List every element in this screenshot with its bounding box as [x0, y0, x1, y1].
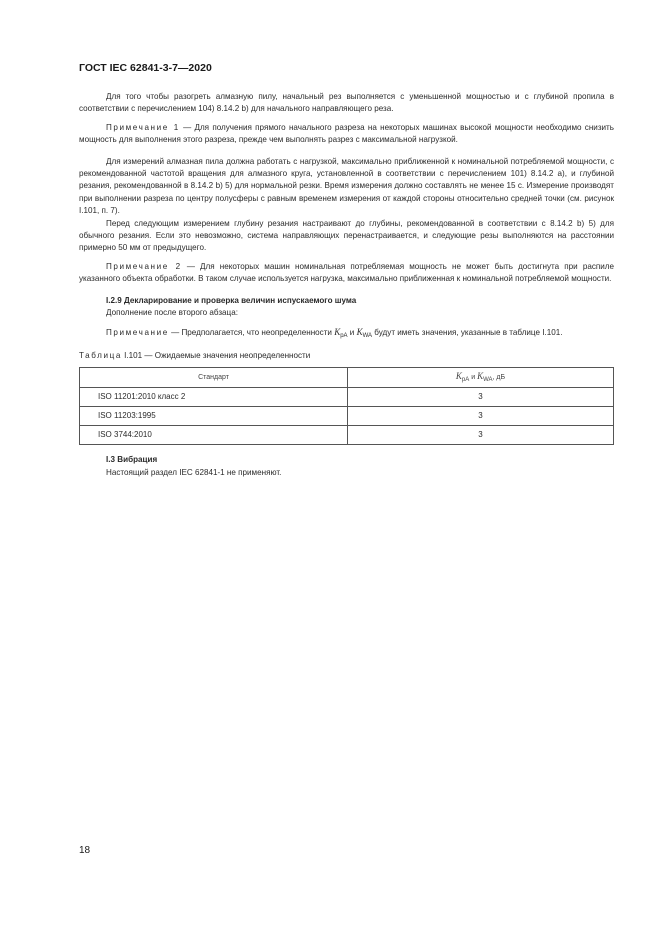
- uncertainty-table: [79, 367, 614, 445]
- section-i29-note-label: Примечание: [106, 327, 169, 337]
- table-caption-label: Таблица: [79, 350, 122, 360]
- paragraph-next-measurement: Перед следующим измерением глубину резания настраивают до глубины, рекомендованной в соответствии с 8.14.2 b) 5) для обычного резания. Если это невозможно, система направляющих перенастраивается, и следующие резы выполняются на расстоянии примерно 50 мм от предыдущего.: [79, 218, 614, 253]
- cell-standard: ISO 3744:2010: [80, 426, 348, 445]
- section-i29-note: [79, 326, 614, 342]
- k-symbol-2: K: [356, 326, 363, 337]
- section-i29-note-part2: будут иметь значения, указанные в таблице I.101.: [372, 327, 563, 337]
- cell-value: 3: [348, 407, 614, 426]
- note-2-label: Примечание 2: [106, 261, 182, 271]
- cell-standard: ISO 11203:1995: [80, 407, 348, 426]
- section-i29-heading: I.2.9 Декларирование и проверка величин испускаемого шума: [106, 295, 357, 305]
- k-symbol-1: K: [334, 326, 341, 337]
- table-header-row: [80, 368, 614, 388]
- cell-value: 3: [348, 388, 614, 407]
- header-k-symbol-1: K: [455, 370, 462, 381]
- cell-standard: ISO 11201:2010 класс 2: [80, 388, 348, 407]
- note-1: [79, 122, 614, 147]
- page-body: [79, 91, 614, 479]
- standard-code-header: ГОСТ IEC 62841-3-7—2020: [79, 62, 212, 74]
- header-k-sub-wa: WA: [483, 376, 493, 383]
- table-row: [80, 388, 614, 407]
- note-1-text: — Для получения прямого начального разреза на некоторых машинах высокой мощности необходимо снизить мощность для выполнения этого разреза, прежде чем выполнять разрез с максимальной нагрузкой.: [79, 122, 614, 145]
- header-k-symbol-2: K: [477, 370, 484, 381]
- table-caption-text: I.101 — Ожидаемые значения неопределенности: [121, 350, 311, 360]
- paragraph-measurement: Для измерений алмазная пила должна работать с нагрузкой, максимально приближенной к номинальной потребляемой мощности, с рекомендованной частотой вращения для алмазного круга, установленной в соответствии с перечислением 101) 8.14.2 a), и глубиной резания, рекомендованной в 8.14.2 b) 5) для нормальной резки. Время измерения должно составлять не менее 15 с. Измерение производят при выполнении разреза по центру полусферы с равным временем измерения от каждой стороны относительно средней точки (см. рисунок I.101, п. 7).: [79, 156, 614, 216]
- cell-value: 3: [348, 426, 614, 445]
- column-header-uncertainty: [348, 368, 614, 388]
- header-unit: , дБ: [492, 373, 506, 381]
- section-i3-heading: I.3 Вибрация: [106, 455, 158, 465]
- note-2: [79, 261, 614, 286]
- note-2-text: — Для некоторых машин номинальная потребляемая мощность не может быть достигнута при распиле указанного объекта обработки. В таком случае используется нагрузка, максимально приближенная к номинальной потребляемой мощности.: [79, 261, 614, 284]
- table-caption: [79, 350, 614, 362]
- k-subscript-wa: WA: [362, 332, 373, 339]
- table-row: [80, 426, 614, 445]
- table-row: [80, 407, 614, 426]
- paragraph-warmup: Для того чтобы разогреть алмазную пилу, начальный рез выполняется с уменьшенной мощностью и с глубиной пропила в соответствии с перечислением 104) 8.14.2 b) для начального направляющего реза.: [79, 92, 614, 114]
- section-i3-text: Настоящий раздел IEC 62841-1 не применяют.: [106, 467, 282, 477]
- header-k-sub-pa: pA: [461, 376, 470, 383]
- section-i29-note-part1: — Предполагается, что неопределенности: [168, 327, 335, 337]
- page-number: 18: [79, 845, 91, 856]
- section-i29-intro: Дополнение после второго абзаца:: [106, 308, 238, 318]
- column-header-standard: Стандарт: [80, 368, 348, 388]
- header-and: и: [469, 373, 478, 381]
- k-subscript-pa: pA: [340, 332, 348, 339]
- and-word: и: [347, 327, 357, 337]
- note-1-label: Примечание 1: [106, 122, 180, 132]
